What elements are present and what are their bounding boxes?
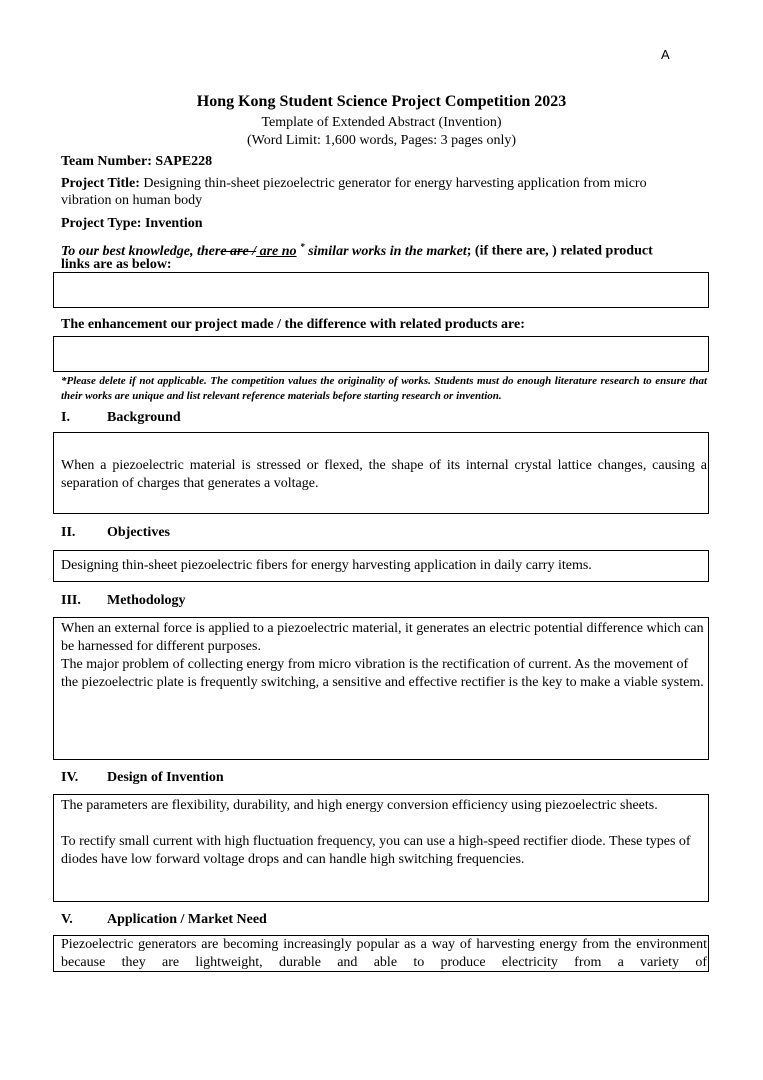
similar-works-choice: are no bbox=[256, 243, 297, 259]
project-type-value: Invention bbox=[144, 216, 203, 231]
project-title-continued: vibration on human body bbox=[61, 193, 203, 208]
section-objectives-heading bbox=[61, 525, 170, 541]
project-type-label: Project Type: bbox=[61, 216, 145, 231]
section-methodology-heading bbox=[61, 593, 186, 609]
design-text-2: To rectify small current with high fluctuation frequency, you can use a high-speed rectifier diode. These types of diodes have low forward voltage drops and can handle high switching frequencies. bbox=[61, 834, 691, 867]
design-text-1: The parameters are flexibility, durability, and high energy conversion efficiency using piezoelectric sheets. bbox=[61, 798, 658, 813]
section-title: Methodology bbox=[107, 593, 186, 608]
section-number: V. bbox=[61, 912, 73, 927]
struck-text: e are / bbox=[220, 243, 257, 259]
section-design-heading bbox=[61, 770, 224, 786]
methodology-text-2: The major problem of collecting energy from micro vibration is the rectification of current. As the movement of the piezoelectric plate is frequently switching, a sensitive and effective rectifier is the key to make a viable system. bbox=[61, 657, 704, 690]
background-text: When a piezoelectric material is stressed or flexed, the shape of its internal crystal lattice changes, causing a separation of charges that generates a voltage. bbox=[61, 458, 707, 491]
section-background-heading bbox=[61, 410, 181, 426]
section-application-heading bbox=[61, 912, 267, 928]
similar-works-text-3: ; (if there are, ) related product bbox=[466, 243, 653, 259]
related-links-box[interactable] bbox=[53, 272, 709, 308]
methodology-text-1: When an external force is applied to a piezoelectric material, it generates an electric potential difference which can be harnessed for different purposes. bbox=[61, 621, 704, 654]
section-title: Design of Invention bbox=[107, 770, 224, 785]
project-title bbox=[61, 175, 711, 192]
originality-note: *Please delete if not applicable. The competition values the originality of works. Students must do enough literature research to ensure that their works are unique and list relevant reference materials before starting research or invention. bbox=[61, 375, 707, 402]
section-number: I. bbox=[61, 410, 70, 425]
similar-works-text: To our best knowledge, ther bbox=[61, 243, 221, 259]
project-title-value: Designing thin-sheet piezoelectric generator for energy harvesting application from micro bbox=[139, 176, 647, 191]
document-subtitle: Template of Extended Abstract (Invention) bbox=[261, 115, 502, 130]
project-type bbox=[61, 215, 711, 232]
section-title: Objectives bbox=[107, 525, 170, 540]
enhancement-box[interactable] bbox=[53, 336, 709, 372]
application-text: Piezoelectric generators are becoming increasingly popular as a way of harvesting energy from the environment because they are lightweight, durable and able to produce electricity from a variety of bbox=[61, 937, 707, 970]
team-number-value: SAPE228 bbox=[155, 154, 213, 169]
enhancement-label: The enhancement our project made / the difference with related products are: bbox=[61, 317, 525, 332]
objectives-text: Designing thin-sheet piezoelectric fibers for energy harvesting application in daily carry items. bbox=[61, 558, 592, 573]
section-number: III. bbox=[61, 593, 81, 608]
asterisk-mark: * bbox=[300, 241, 305, 251]
section-number: IV. bbox=[61, 770, 79, 785]
similar-works-line2: links are as below: bbox=[61, 257, 172, 272]
section-number: II. bbox=[61, 525, 76, 540]
section-title: Background bbox=[107, 410, 181, 425]
document-title: Hong Kong Student Science Project Competition 2023 bbox=[196, 93, 567, 110]
page-marker: A bbox=[661, 47, 670, 62]
similar-works-text-2: similar works in the market bbox=[304, 243, 467, 259]
team-number-label: Team Number: bbox=[61, 154, 156, 169]
word-limit: (Word Limit: 1,600 words, Pages: 3 pages only) bbox=[246, 133, 517, 148]
team-number bbox=[61, 153, 711, 170]
project-title-label: Project Title: bbox=[61, 176, 140, 191]
section-title: Application / Market Need bbox=[107, 912, 267, 927]
